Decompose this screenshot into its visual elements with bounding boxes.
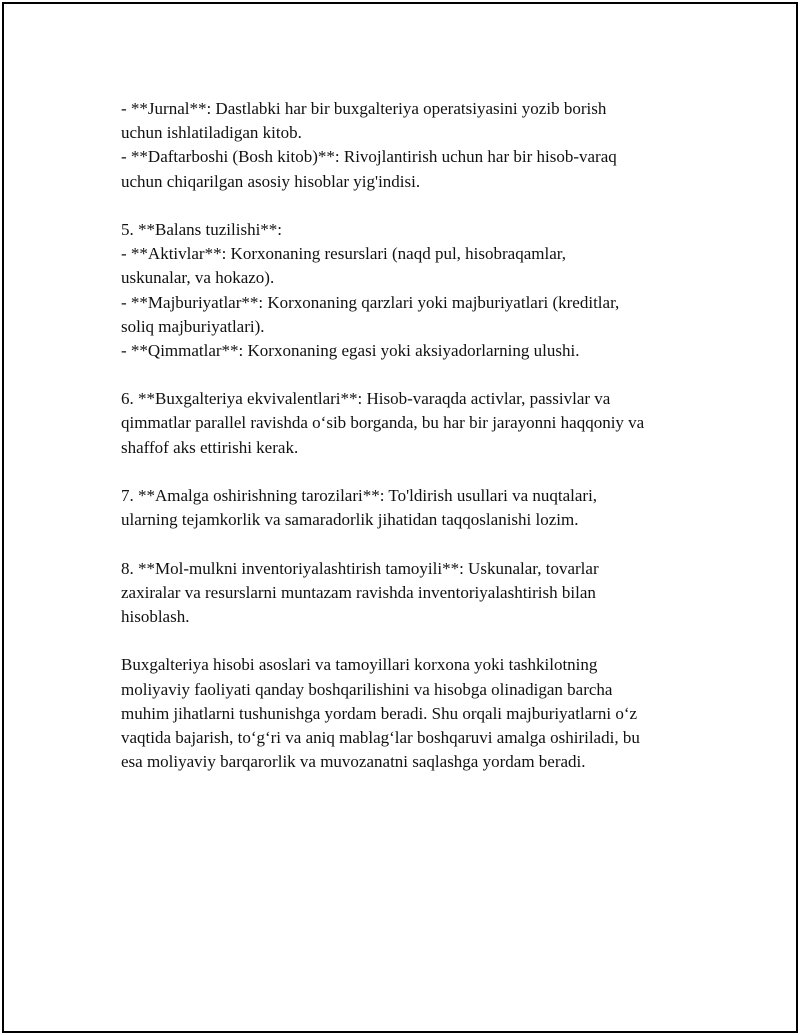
text-line: shaffof aks ettirishi kerak. [121,437,299,457]
text-line: uchun chiqarilgan asosiy hisoblar yig'indisi. [121,171,421,191]
paragraph-gap [121,363,706,387]
text-line: uchun ishlatiladigan kitob. [121,123,302,143]
text-line: - **Jurnal**: Dastlabki har bir buxgalteriya operatsiyasini yozib borish [121,99,607,118]
accounting-equivalents-block [121,387,706,460]
inventory-principle-block [121,557,706,630]
text-line: 6. **Buxgalteriya ekvivalentlari**: Hisob-varaqda activlar, passivlar va [121,389,611,409]
paragraph-gap [121,460,706,484]
text-line: - **Daftarboshi (Bosh kitob)**: Rivojlantirish uchun har bir hisob-varaq [121,147,617,167]
text-line: - **Aktivlar**: Korxonaning resurslari (naqd pul, hisobraqamlar, [121,244,566,264]
text-line: vaqtida bajarish, to‘g‘ri va aniq mablag‘lar boshqaruvi amalga oshiriladi, bu [121,727,640,747]
text-line: zaxiralar va resurslarni muntazam ravishda inventoriyalashtirish bilan [121,582,596,602]
text-line: hisoblash. [121,606,190,626]
implementation-balance-block [121,484,706,532]
text-line: Buxgalteriya hisobi asoslari va tamoyillari korxona yoki tashkilotning [121,655,598,675]
page-frame [2,2,798,1033]
list-heading: 5. **Balans tuzilishi**: [121,219,283,239]
balance-structure-block [121,218,706,363]
text-line: soliq majburiyatlari). [121,316,265,336]
conclusion-paragraph [121,653,706,774]
text-line: qimmatlar parallel ravishda o‘sib borganda, bu har bir jarayonni haqqoniy va [121,413,645,433]
document-body [121,97,706,774]
paragraph-gap [121,532,706,556]
text-line: 7. **Amalga oshirishning tarozilari**: To'ldirish usullari va nuqtalari, [121,486,598,505]
text-line: muhim jihatlarni tushunishga yordam beradi. Shu orqali majburiyatlarni o‘z [121,703,638,723]
text-line: 8. **Mol-mulkni inventoriyalashtirish tamoyili**: Uskunalar, tovarlar [121,558,599,578]
journal-ledger-block [121,97,706,194]
text-line: - **Majburiyatlar**: Korxonaning qarzlari yoki majburiyatlari (kreditlar, [121,292,620,312]
paragraph-gap [121,629,706,653]
text-line: moliyaviy faoliyati qanday boshqarilishini va hisobga olinadigan barcha [121,679,613,699]
text-line: - **Qimmatlar**: Korxonaning egasi yoki aksiyadorlarning ulushi. [121,340,580,360]
text-line: esa moliyaviy barqarorlik va muvozanatni saqlashga yordam beradi. [121,752,586,772]
paragraph-gap [121,194,706,218]
text-line: ularning tejamkorlik va samaradorlik jihatidan taqqoslanishi lozim. [121,510,579,530]
text-line: uskunalar, va hokazo). [121,268,275,288]
